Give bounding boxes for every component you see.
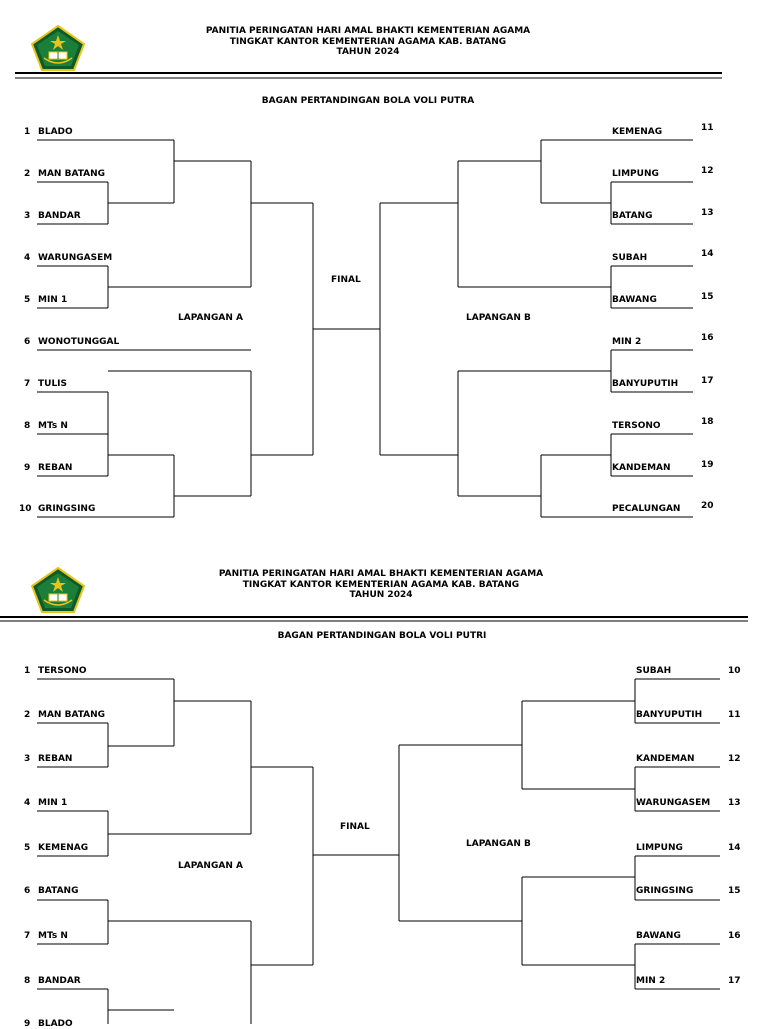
court-a-label: LAPANGAN A [178,861,243,871]
team-name: REBAN [38,754,73,764]
team-number: 1 [24,127,31,137]
team-number: 15 [701,292,714,302]
team-name: SUBAH [636,666,672,676]
team-number: 7 [24,931,31,941]
team-name: WARUNGASEM [38,253,113,263]
team-name: BAWANG [612,295,657,305]
team-number: 19 [701,460,714,470]
team-number: 11 [701,123,714,133]
team-name: MIN 1 [38,798,68,808]
team-name: TERSONO [38,666,87,676]
team-name: MIN 2 [612,337,642,347]
team-number: 20 [701,501,714,511]
team-number: 10 [19,504,32,514]
team-name: REBAN [38,463,73,473]
bracket-sheet-putri [0,540,768,1029]
team-number: 6 [24,886,31,896]
team-name: MTs N [38,931,68,941]
final-label: FINAL [340,822,370,832]
final-label: FINAL [331,275,361,285]
team-number: 8 [24,421,31,431]
team-number: 9 [24,463,31,473]
team-number: 14 [728,843,741,853]
team-number: 4 [24,798,31,808]
team-name: MIN 2 [636,976,666,986]
team-name: BANYUPUTIH [636,710,703,720]
team-name: BATANG [38,886,79,896]
team-name: LIMPUNG [636,843,683,853]
team-number: 9 [24,1019,31,1029]
team-name: MAN BATANG [38,710,106,720]
team-name: SUBAH [612,253,648,263]
team-number: 1 [24,666,31,676]
team-name: MAN BATANG [38,169,106,179]
team-number: 16 [701,333,714,343]
team-name: BAWANG [636,931,681,941]
team-number: 8 [24,976,31,986]
team-name: TULIS [38,379,68,389]
court-b-label: LAPANGAN B [466,313,531,323]
team-number: 14 [701,249,714,259]
team-name: KANDEMAN [612,463,671,473]
header-line-2: TINGKAT KANTOR KEMENTERIAN AGAMA KAB. BATANG [229,36,507,47]
bracket-title: BAGAN PERTANDINGAN BOLA VOLI PUTRA [261,96,475,106]
team-number: 17 [728,976,741,986]
team-name: GRINGSING [38,504,96,514]
header-line-3: TAHUN 2024 [336,47,400,57]
team-number: 10 [728,666,741,676]
team-name: BANYUPUTIH [612,379,679,389]
team-name: BANDAR [38,211,81,221]
team-name: BATANG [612,211,653,221]
team-name: WARUNGASEM [636,798,711,808]
team-name: LIMPUNG [612,169,659,179]
team-number: 18 [701,417,714,427]
team-name: MTs N [38,421,68,431]
header-line-1: PANITIA PERINGATAN HARI AMAL BHAKTI KEMENTERIAN AGAMA [218,569,544,579]
team-number: 5 [24,843,31,853]
team-number: 12 [728,754,741,764]
team-name: PECALUNGAN [612,504,681,514]
header-line-2: TINGKAT KANTOR KEMENTERIAN AGAMA KAB. BATANG [242,579,520,590]
team-number: 12 [701,166,714,176]
team-number: 16 [728,931,741,941]
court-a-label: LAPANGAN A [178,313,243,323]
team-number: 15 [728,886,741,896]
team-name: KEMENAG [38,843,89,853]
team-name: KEMENAG [612,127,663,137]
team-number: 17 [701,376,714,386]
team-name: BLADO [38,127,73,137]
team-number: 3 [24,754,31,764]
header-line-3: TAHUN 2024 [349,590,413,600]
bracket-title: BAGAN PERTANDINGAN BOLA VOLI PUTRI [277,631,487,641]
team-name: KANDEMAN [636,754,695,764]
team-name: WONOTUNGGAL [38,337,120,347]
team-number: 2 [24,710,31,720]
team-number: 2 [24,169,31,179]
team-number: 13 [728,798,741,808]
team-name: GRINGSING [636,886,694,896]
team-name: MIN 1 [38,295,68,305]
team-number: 6 [24,337,31,347]
team-number: 3 [24,211,31,221]
team-number: 11 [728,710,741,720]
team-number: 7 [24,379,31,389]
header-line-1: PANITIA PERINGATAN HARI AMAL BHAKTI KEMENTERIAN AGAMA [205,26,531,36]
team-number: 5 [24,295,31,305]
court-b-label: LAPANGAN B [466,839,531,849]
team-number: 4 [24,253,31,263]
bracket-lines [0,540,768,1024]
team-name: BANDAR [38,976,81,986]
team-number: 13 [701,208,714,218]
team-name: BLADO [38,1019,73,1029]
team-name: TERSONO [612,421,661,431]
